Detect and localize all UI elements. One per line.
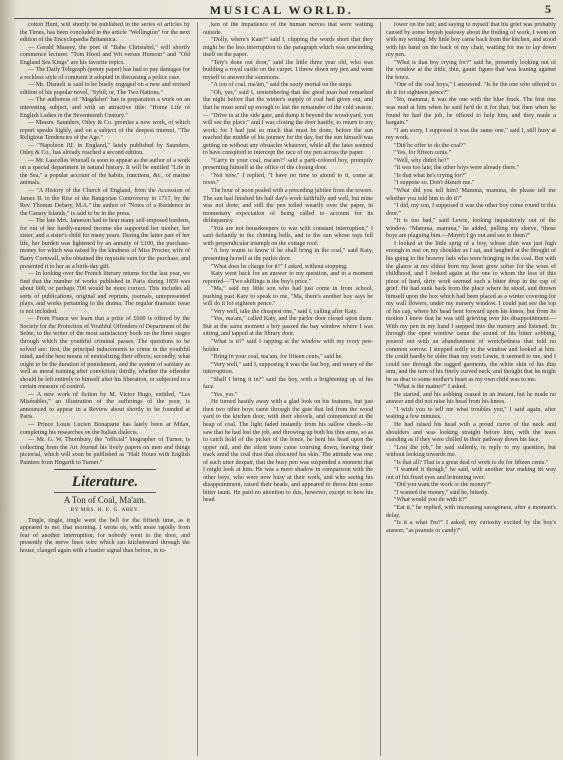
paragraph: "What is the matter?" I asked. xyxy=(394,384,467,391)
publication-title: MUSICAL WORLD. xyxy=(209,3,354,17)
paragraph: "Yes, for fifteen cents." xyxy=(394,150,451,157)
paragraph: "Oh, yes," said I, remembering that the good man had remarked the night before that the winter's supply of coal had given out, and that he must send up enough to last the remainder of the cold season.— "Drive in at the side gate, and dump it beyond the wood-yard, you will see the place;" and I was closing the door hastily, to return to my work; for I had just so much that must be done, before the sun reached the middle of his journey for the day, but the sun himself was getting on without any obstacles whatever, while all the fates seemed to have conspired to intercept the race of my pen across the paper. xyxy=(203,89,373,157)
paragraph: "Very well, take the cheapest one," said I, calling after Katy. xyxy=(211,308,358,315)
paragraph: — A new work of fiction by M. Victor Hugo, entitled, "Les Misérables," an illustration of the sufferings of the poor, is announced to appear in a Review about shortly to be founded at Paris. xyxy=(20,391,190,421)
paragraph: "Is it a what I'm?" I asked, my curiosity excited by the boy's answer, "as peanuts or candy?" xyxy=(386,520,556,534)
paragraph: "I suppose so. Don't disturb me." xyxy=(394,180,475,187)
paragraph: — Prince Louis Lucien Bonaparte has lately been at Milan, completing his researches on the Italian dialects. xyxy=(20,421,190,436)
paragraph: "Carry in your coal, ma'am?" said a parti-colored boy, promptly presenting himself at the office of the closing door. xyxy=(203,157,373,172)
page-number: 5 xyxy=(545,2,551,16)
paragraph: — The late Mrs. Jameson had to bear many self-imposed burdens, for out of her hardly-earned income she supported her mother, her sister, and a sister's child for many years. During the latter part of her life, her burden was lightened by an annuity of £100, the purchase-money for which was raised by the kindness of Miss Procter, wife of Barry Cornwall, who obtained the requisite sum for the purchase, and presented it to her as a birth-day gift. xyxy=(20,218,190,270)
paragraph: "Tety's done out door," said the little three year old, who was building a royal castle on the carpet. I threw down my pen and went myself to answer the summons. xyxy=(203,59,373,81)
section-rule xyxy=(54,492,156,493)
paragraph: Katy went back for an answer to my question, and in a moment reported—"Two shillings is the boy's price." xyxy=(203,271,373,285)
paragraph: "Yes, ma'am," called Katy, and the parlor door closed upon them. But at the same moment a boy passed the bay window where I was sitting, and tapped at the library door. xyxy=(203,316,373,338)
page-header xyxy=(0,0,563,20)
paragraph: I looked at the little sprig of a boy, whose chin was just high enough to rest on my shoulder as I sat, and laughed at the thought of his going to the brawny lads who were bringing in the coal. But with the glance at my eldest born my heart grew softer for the woes of childhood, and I looked again at the one to whom the loss of this piece of hard, dirty work seemed such a bitter drop in the cup of grief. He had sunk back from the place where he stood, and thrown himself upon the box which had been placed as a winter covering for my wall flowers, under my nursery window. I could just see the top of his cap, where his head bent forward upon his knees, but from its motion I knew that he was still grieving over his disappointment.— With my pen in my hand I stepped into the nursery and listened. In through the open window came the sound of his bitter sobbing, poured out with an abandonment of wretchedness that told no common sorrow. I stepped softly to the window and looked at him. He could hardly be older than my own Lewie, it seemed to me, and I could see through the ragged garments, the white skin of his thin arm, and the turn of his finely curved neck, and thought that he might be as dear to some mother's heart as my own child was to me. xyxy=(386,240,556,383)
paragraph: "Bring in your coal, ma'am, for fifteen cents," said he. xyxy=(211,354,343,361)
paragraph: He turned hastily away with a glad look on his features, but just then two other boys came through the gate that led from the wood yard to the kitchen door, with their shovels, and commenced at the heap of coal. The light faded instantly from his sallow cheek—he saw that he had lost the job, and throwing up both his thin arms, so as to catch hold of the picket of the fence, he bent his head upon the upper rail, and the silent tears came coursing down, leaving their track amid the coal dust that obscured his skin. The attitude was one of such utter despair, that the busy pen was suspended a moment that I might look at him. He was a mere shadow in comparison with the other boys, who were now busy at their work, and who seeing his disappointment, raised their heads, and appeared to throw him some bitter taunt. He paid no attention to this, however, except to bow his head xyxy=(203,399,373,504)
paragraph: "Shall I bring it in?" said the boy, with a brightening up of his face. xyxy=(203,376,373,391)
paragraph: "Is that what he's crying for?" xyxy=(394,172,467,179)
article-title: A Ton of Coal, Ma'am. xyxy=(63,495,147,506)
paragraph: "Did he offer to do the coal?" xyxy=(394,142,466,149)
column-divider xyxy=(380,22,381,756)
paragraph: He started, and his sobbing ceased in an instant, but he made no answer and did not raise his head from his knees. xyxy=(386,391,556,406)
paragraph: "What would you do with it?" xyxy=(394,497,468,504)
header-rule xyxy=(14,18,554,19)
paragraph: He had raised his head with a proud curve of the neck and shoulders and was looking straight before him, with the tears standing as if they were chilled in their pathway down his face. xyxy=(386,421,556,444)
column-2 xyxy=(203,22,373,758)
paragraph: "One of the coal boys," I answered. "Is he the one who offered to do it for eighteen pence?" xyxy=(386,82,556,96)
paragraph: "Eat it," he replied, with increasing savageness, after a moment's delay. xyxy=(386,505,556,519)
paragraph: "Not now," I replied, "I have no time to attend to it, come at noon." xyxy=(203,172,373,187)
column-divider xyxy=(197,22,198,756)
paragraph: "A boy wants to know if he shall bring in the coal," said Katy, presenting herself at the parlor door. xyxy=(203,248,373,262)
column-3 xyxy=(386,22,556,758)
paragraph: — In looking over the French literary returns for the last year, we find that the number of works published in Paris during 1859 was about 600, or perhaps 700 would be more correct. This includes all sorts of publications, original and reprints, journals, unrepresented plays, and works pertaining to the drama. The regular dramatic issue is not included. xyxy=(20,271,190,315)
section-rule xyxy=(54,469,156,470)
paragraph: "Yes, yes." xyxy=(211,391,238,398)
paragraph: — The authoress of "Magdalen" has in preparation a work on an interesting subject, and with an attractive title: "Home Life of English Ladies in the Seventeenth Century." xyxy=(20,97,190,119)
literary-notes xyxy=(20,22,190,467)
paragraph: lower on the rail; and saying to myself that his grief was probably caused by some boyish jealousy about the finding of work, I went on with my writing. My little boy came back from the kitchen, and stood with his hand on the back of my chair, waiting for me to lay down my pen. xyxy=(386,22,556,59)
paragraph: — Messrs. Saunders, Otley & Co. promise a new work, of which report speaks highly, and on a subject of the deepest interest, "The Religious Tendencies of the Age." xyxy=(20,120,190,142)
paragraph: cotton Hunt, will shortly be published in the series of articles by the Times, has been concluded in the article "Wellington" for the next edition of the Encyclopædia Britannica. xyxy=(20,22,190,44)
section-heading: Literature. xyxy=(71,474,139,491)
paragraph: "What did you tell him? Mamma, mamma, do please tell me whether you told him to do it?" xyxy=(386,188,556,202)
binding-shadow xyxy=(0,0,18,760)
paragraph: ken of the impatience of the human nerves that were waiting outside. xyxy=(203,22,373,36)
paragraph: "You are not housekeepers to war with constant interruption," I said defiantly to the chiming bells, and to the sun whose rays fell with perpendicular triumph on the cottage roof. xyxy=(203,225,373,247)
paragraph: — Mr. Disraeli is said to be busily engaged on a new and revised edition of his popular novel, "Sybil; or, The Two Nations." xyxy=(20,82,190,96)
article-body xyxy=(20,518,190,556)
paragraph: "No, mamma, it was the one with the blue frock. The first one was mad at him when he said he'd do it for that; but then when he found he had the job, he offered to help him, and they made a bargain." xyxy=(386,97,556,127)
column-1 xyxy=(20,22,190,758)
paragraph: "I wish you to tell me what troubles you," I said again, after waiting a few minutes. xyxy=(386,406,556,421)
paragraph: — From France we learn that a prize of £600 is offered by the Society for the Protection of Youthful Offenders of Department of the Seine, to the writer of the most satisfactory book on the three stages through which the youthful criminal passes. The questions to be solved are: first, the principal inducements to crime in the youthful mind, and the best means of neutralizing their effects; secondly, what ought to be the duration of punishment, and the system of sanitary as well as moral training after conviction; thirdly, whether the offender should be left entirely to himself after his liberation, or subjected to a certain measure of control. xyxy=(20,316,190,391)
paragraph: "Dolly, where's Kate?" said I, clipping the words short that they might be the less interruption to the paragraph which was unwinding itself on the paper. xyxy=(203,37,373,59)
paragraph: — "A History of the Church of England, from the Accession of James II. to the Rise of the Bangorian Controversy in 1717, by the Rev. Thomas Debary, M.A." the author of "Notes of a Residence in the Canary Islands," is said to be in the press. xyxy=(20,188,190,217)
paragraph: "I am sorry, I supposed it was the same one," said I, still busy at my work. xyxy=(386,127,556,142)
paragraph: "I wanted the money," said he, bitterly. xyxy=(394,489,489,496)
paragraph: "It is too bad," said Lewie, looking inquisitively out of the window. "Mamma, mamma," he added, pulling my sleeve, "those boys are plaguing him.—Mayn't I go out and see to them?" xyxy=(386,218,556,240)
paragraph: The hour of noon pealed with a preceding jubilee from the towers. The sun had finished his half day's work faithfully and well, but mine was not done; and still the pen toiled wearily over the paper, in momentary expectation of being called to account for its delinquency. xyxy=(203,188,373,225)
article-byline: BY MRS. H. E. G. AREY. xyxy=(70,507,140,514)
article-body xyxy=(386,22,556,535)
paragraph: "What does he charge for it?" I asked, without stopping. xyxy=(211,263,348,270)
paragraph: "Is that all? That is a great deal of work to do for fifteen cents." xyxy=(394,459,549,466)
article-body xyxy=(203,22,373,505)
paragraph: "It was too late; the other boys were already there." xyxy=(394,165,520,172)
paragraph: — "Napoleon III. in England," lately published by Saunders, Otley & Co., has already reached a second edition. xyxy=(20,142,190,157)
paragraph: "What is it?" said I rapping at the window with my ivory pen-holder. xyxy=(203,338,373,353)
paragraph: "I did, my son, I supposed it was the other boy come round to this door." xyxy=(386,203,556,217)
paragraph: "A ton of coal, ma'am," said the sooty mortal on the steps. xyxy=(211,82,353,89)
paragraph: — Mr. G. W. Thornbury, the "official" biographer of Turner, is collecting from the Art Journal his lively papers on men and things pictorial, which will soon be published as "Half Hours with English Painters from Hogarth to Turner." xyxy=(20,437,190,466)
paragraph: — Gerald Massey, the poet of "Babe Christabel," will shortly commence lecturer. "Tom Hood and Wit versus Humour" and "Old England Sea Kings" are his favorite topics. xyxy=(20,44,190,66)
paragraph: "I wanted it though," he said, with another tear making its way out of his fixed eyes and brimming over. xyxy=(386,467,556,481)
paragraph: "Well, why didn't he?" xyxy=(394,157,449,164)
paragraph: "Did you want the work or the money?" xyxy=(394,482,492,489)
paragraph: "What is that boy crying for?" said he, presently looking out of the window at the little, thin, gaunt figure that was leaning against the fence. xyxy=(386,59,556,81)
paragraph: "Very well," said I, supposing it was the last boy, and weary of the interruption. xyxy=(203,361,373,376)
paragraph: — The Daily Telegraph (penny paper) has had to pay damages for a reckless style of comment it adopted in discussing a police case. xyxy=(20,67,190,81)
paragraph: Tingle, tingle, tingle went the bell for the fiftieth time, as it appeared to me, that morning. I wrote on, with more rapidly from fear of another interruption; for nobody went to the door, and presently the nerve lines wire which ran kitchenward through the house, clanged again with a hastier signal than before, in to- xyxy=(20,517,190,554)
paragraph: "Lost the job," he said sullenly, in reply to my question, but without looking towards me. xyxy=(386,444,556,459)
paragraph: — Mr. Lascelles Wraxall is soon to appear as the author of a work on a special department in natural history. It will be entitled "Life in the Sea," a popular account of the habits, functions, &c., of marine animals. xyxy=(20,157,190,187)
paragraph: "Ma," said my little son who had just come in from school, pushing past Katy to speak to me, "Ma, there's another boy says he will do it for eighteen pence." xyxy=(203,286,373,308)
